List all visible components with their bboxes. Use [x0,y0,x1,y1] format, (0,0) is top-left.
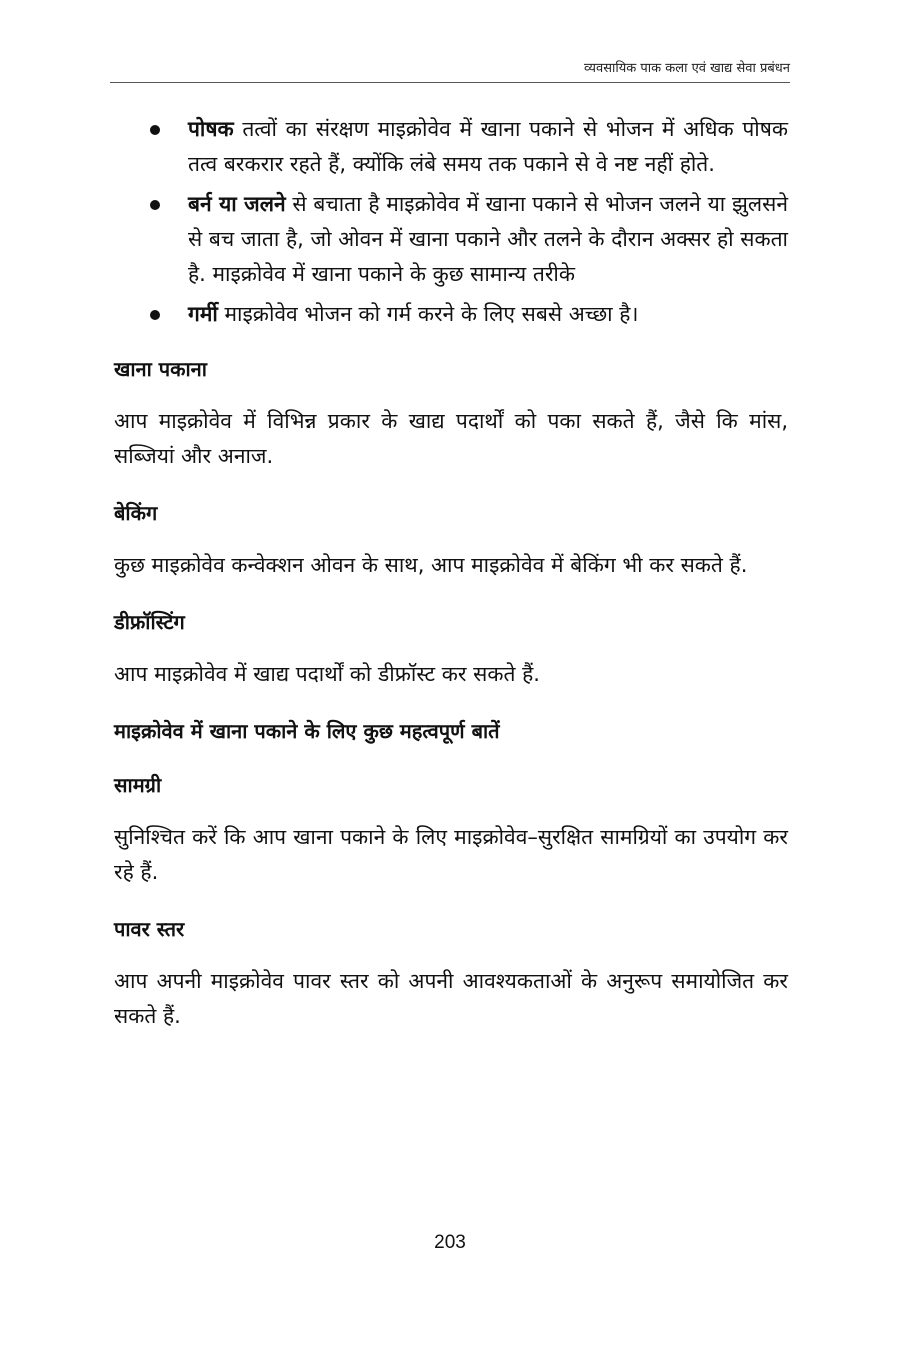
bullet-text: से बचाता है माइक्रोवेव में खाना पकाने से भोजन जलने या झुलसने से बच जाता है, जो ओवन में खाना पकाने और तलने के दौरान अक्सर हो सकता है. माइक्रोवेव में खाना पकाने के कुछ सामान्य तरीके [188,192,788,286]
page-number: 203 [434,1232,466,1253]
paragraph-material: सुनिश्चित करें कि आप खाना पकाने के लिए माइक्रोवेव–सुरक्षित सामग्रियों का उपयोग कर रहे हैं. [114,825,788,884]
running-header: व्यवसायिक पाक कला एवं खाद्य सेवा प्रबंधन [584,61,790,76]
bullet-dot-icon [150,310,160,320]
heading-baking: बेकिंग [114,501,158,525]
bullet-term: बर्न या जलने [188,192,286,216]
bullet-term: पोषक [188,117,234,141]
heading-defrosting: डीफ्रॉस्टिंग [114,610,185,634]
bullet-term: गर्मी [188,302,218,326]
heading-material: सामग्री [114,773,162,797]
paragraph-defrosting: आप माइक्रोवेव में खाद्य पदार्थों को डीफ्रॉस्ट कर सकते हैं. [114,662,540,686]
page-content [114,112,788,1034]
bullet-text: माइक्रोवेव भोजन को गर्म करने के लिए सबसे अच्छा है। [217,302,639,326]
bullet-text: तत्वों का संरक्षण माइक्रोवेव में खाना पकाने से भोजन में अधिक पोषक तत्व बरकरार रहते हैं, क्योंकि लंबे समय तक पकाने से वे नष्ट नहीं होते. [188,117,788,176]
bullet-item-nutrients [114,112,788,182]
bullet-item-burn [114,187,788,292]
heading-cooking: खाना पकाना [114,357,207,381]
paragraph-cooking: आप माइक्रोवेव में विभिन्न प्रकार के खाद्य पदार्थों को पका सकते हैं, जैसे कि मांस, सब्जियां और अनाज. [114,409,789,468]
bullet-item-heat [114,297,788,332]
header-divider [110,82,790,83]
heading-power-level: पावर स्तर [114,917,185,941]
bullet-dot-icon [150,200,160,210]
paragraph-power-level: आप अपनी माइक्रोवेव पावर स्तर को अपनी आवश्यकताओं के अनुरूप समायोजित कर सकते हैं. [114,969,788,1028]
heading-important-points: माइक्रोवेव में खाना पकाने के लिए कुछ महत्वपूर्ण बातें [114,719,500,743]
paragraph-baking: कुछ माइक्रोवेव कन्वेक्शन ओवन के साथ, आप माइक्रोवेव में बेकिंग भी कर सकते हैं. [114,553,748,577]
bullet-dot-icon [150,125,160,135]
benefits-list [114,112,788,332]
